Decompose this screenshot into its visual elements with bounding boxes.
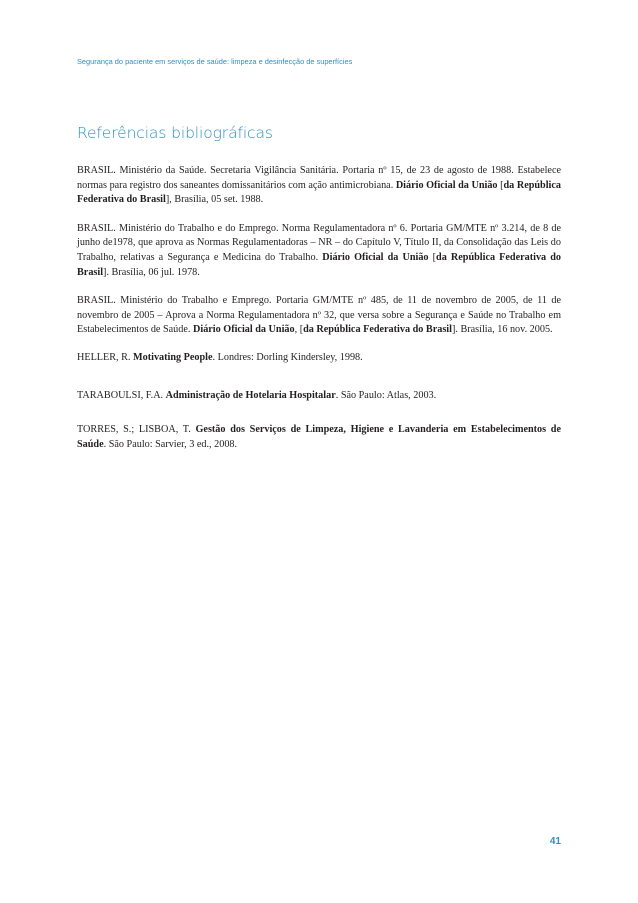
reference-text: . São Paulo: Sarvier, 3 ed., 2008. — [103, 438, 238, 450]
reference-text: , [ — [294, 324, 304, 336]
reference-list — [77, 164, 561, 452]
reference-text: [ — [428, 251, 437, 263]
page-number: 41 — [549, 836, 561, 847]
reference-text: [ — [497, 179, 504, 191]
reference-title: da República Federativa do Brasil — [303, 324, 452, 336]
reference-text: . Londres: Dorling Kindersley, 1998. — [212, 351, 363, 363]
reference-text: ], Brasília, 05 set. 1988. — [165, 194, 264, 206]
reference-item — [77, 423, 561, 452]
reference-item — [77, 222, 561, 280]
reference-title: Motivating People — [133, 351, 213, 363]
reference-title: Gestão dos Serviços de Limpeza, Higiene e Lavanderia em Estabelecimentos de Saúde — [77, 424, 561, 450]
reference-text: TARABOULSI, F.A. — [77, 389, 166, 401]
reference-text: BRASIL. Ministério do Trabalho e Emprego. Portaria GM/MTE nº 485, de 11 de novembro de 2005, de 11 de novembro de 2005 – Aprova a Norma Regulamentadora nº 32, que versa sobre a Segurança e Saúde no Trabalho em Estabelecimentos de Saúde. — [77, 295, 561, 336]
reference-text: BRASIL. Ministério do Trabalho e do Emprego. Norma Regulamentadora nº 6. Portaria GM/MTE nº 3.214, de 8 de junho de1978, que aprova as Normas Regulamentadoras – NR – do Capítulo V, Título II, da Consolidação das Leis do Trabalho, relativas a Segurança e Medicina do Trabalho. — [77, 222, 561, 263]
reference-title: da República Federativa do Brasil — [77, 179, 561, 206]
reference-item — [77, 389, 561, 404]
reference-text: HELLER, R. — [77, 351, 134, 363]
reference-title: Administração de Hotelaria Hospitalar — [165, 389, 336, 401]
reference-text: ]. Brasília, 06 jul. 1978. — [103, 266, 200, 278]
reference-text: BRASIL. Ministério da Saúde. Secretaria Vigilância Sanitária. Portaria nº 15, de 23 de agosto de 1988. Estabelece normas para registro dos saneantes domissanitários com ação antimicrobiana. — [77, 165, 561, 191]
reference-text: ]. Brasília, 16 nov. 2005. — [451, 324, 553, 336]
reference-title: Diário Oficial da União — [322, 251, 429, 263]
reference-title: Diário Oficial da União — [395, 179, 498, 191]
section-title: Referências bibliográficas — [77, 124, 273, 142]
reference-item — [77, 351, 561, 366]
reference-title: da República Federativa do Brasil — [77, 251, 562, 278]
reference-item — [77, 164, 561, 208]
reference-title: Diário Oficial da União — [193, 324, 295, 336]
reference-text: TORRES, S.; LISBOA, T. — [77, 424, 196, 436]
running-header: Segurança do paciente em serviços de saúde: limpeza e desinfecção de superfícies — [77, 57, 353, 66]
reference-text: . São Paulo: Atlas, 2003. — [335, 389, 437, 401]
reference-item — [77, 294, 561, 338]
